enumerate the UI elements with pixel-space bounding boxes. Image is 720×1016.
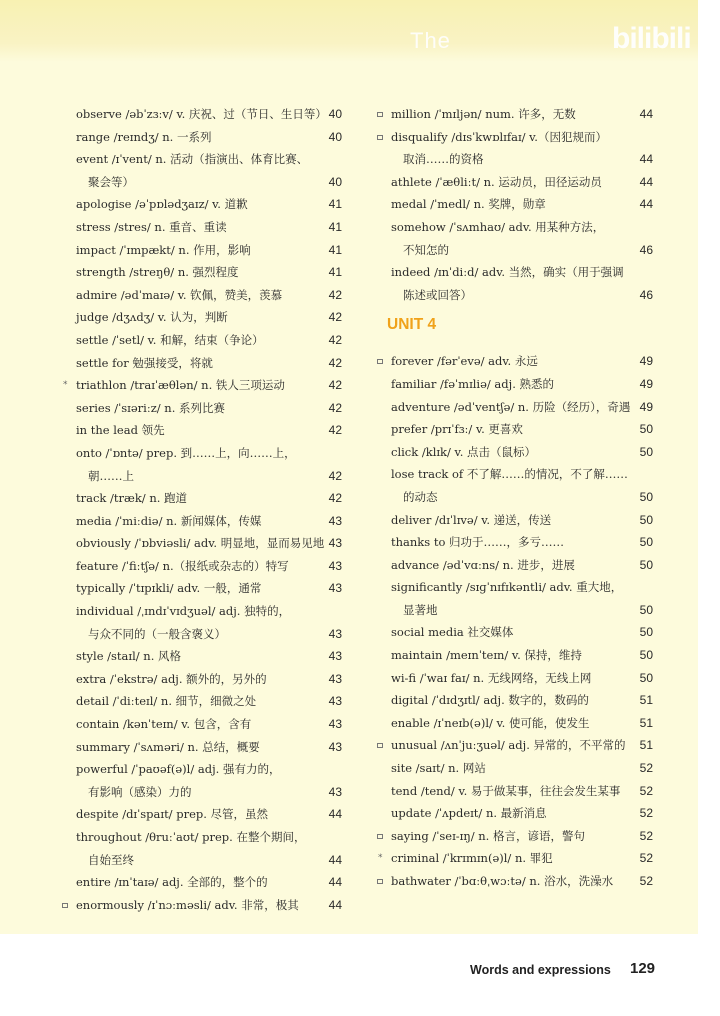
vocab-entry bbox=[377, 193, 655, 216]
vocab-entry-page: 51 bbox=[639, 693, 653, 708]
vocab-entry-text: wi-fi /ˈwaɪ faɪ/ n. 无线网络，无线上网 bbox=[391, 670, 592, 685]
vocab-entry-text: 不知怎的 bbox=[403, 242, 449, 257]
vocab-entry bbox=[377, 509, 655, 532]
vocab-entry-page: 42 bbox=[328, 378, 342, 393]
vocab-entry bbox=[377, 396, 655, 419]
vocab-entry-page: 42 bbox=[328, 491, 342, 506]
vocab-entry-page: 42 bbox=[328, 310, 342, 325]
vocab-entry bbox=[62, 126, 346, 149]
vocab-entry-text: forever /fərˈevə/ adv. 永远 bbox=[391, 354, 538, 369]
box-marker-icon bbox=[377, 743, 383, 748]
vocab-entry-text: detail /ˈdiːteɪl/ n. 细节，细微之处 bbox=[76, 694, 257, 709]
vocab-entry-page: 52 bbox=[639, 874, 653, 888]
vocab-entry bbox=[377, 486, 655, 509]
vocab-entry bbox=[377, 261, 655, 284]
vocab-entry bbox=[62, 397, 346, 420]
vocab-entry-page: 50 bbox=[639, 557, 653, 572]
vocab-entry bbox=[377, 350, 655, 373]
vocab-entry bbox=[377, 441, 655, 464]
vocab-entry-text: event /ɪˈvent/ n. 活动（指演出、体育比赛、 bbox=[76, 152, 309, 167]
vocab-entry-text: contain /kənˈteɪn/ v. 包含，含有 bbox=[76, 717, 252, 732]
vocab-entry bbox=[377, 802, 655, 825]
vocab-entry-page: 44 bbox=[639, 152, 653, 167]
vocab-entry-page: 51 bbox=[639, 738, 653, 753]
vocab-entry-text: site /saɪt/ n. 网站 bbox=[391, 761, 486, 776]
vocab-entry bbox=[62, 103, 346, 126]
vocab-entry bbox=[377, 644, 655, 667]
right-column-bottom bbox=[377, 350, 655, 892]
vocab-entry-text: onto /ˈɒntə/ prep. 到……上，向……上， bbox=[76, 445, 296, 460]
vocab-entry-text: observe /əbˈzɜːv/ v. 庆祝、过（节日、生日等） bbox=[76, 107, 327, 121]
vocab-entry-text: click /klɪk/ v. 点击（鼠标） bbox=[391, 444, 537, 459]
box-marker-icon bbox=[377, 135, 383, 140]
vocab-entry-text: individual /ˌɪndɪˈvɪdʒuəl/ adj. 独特的， bbox=[76, 604, 291, 619]
vocab-entry-page: 52 bbox=[639, 761, 653, 776]
vocab-entry-page: 43 bbox=[328, 513, 342, 528]
footer-page-number: 129 bbox=[630, 960, 656, 977]
unit-heading: UNIT 4 bbox=[387, 316, 437, 334]
vocab-entry-text: medal /ˈmedl/ n. 奖牌，勋章 bbox=[391, 197, 546, 212]
vocab-entry-page: 50 bbox=[639, 602, 653, 617]
vocab-entry bbox=[377, 847, 655, 870]
vocab-entry bbox=[62, 713, 346, 736]
vocab-entry-text: settle /ˈsetl/ v. 和解，结束（争论） bbox=[76, 332, 264, 347]
vocab-entry-page: 40 bbox=[328, 129, 342, 144]
vocab-entry-page: 41 bbox=[328, 265, 342, 280]
vocab-entry-text: 朝……上 bbox=[88, 468, 134, 483]
vocab-entry bbox=[62, 894, 346, 917]
header-band bbox=[0, 0, 698, 62]
vocab-entry bbox=[377, 621, 655, 644]
vocab-entry bbox=[62, 623, 346, 646]
vocab-entry-page: 41 bbox=[328, 219, 342, 234]
vocab-entry bbox=[377, 103, 655, 126]
vocab-entry bbox=[377, 531, 655, 554]
vocab-entry-text: impact /ˈɪmpækt/ n. 作用，影响 bbox=[76, 242, 251, 257]
box-marker-icon bbox=[377, 879, 383, 884]
vocab-entry bbox=[62, 306, 346, 329]
vocab-entry-text: settle for 勉强接受，将就 bbox=[76, 355, 213, 370]
vocab-entry-page: 50 bbox=[639, 512, 653, 527]
vocab-entry bbox=[377, 576, 655, 599]
vocab-entry-page: 50 bbox=[639, 489, 653, 504]
vocab-entry-page: 44 bbox=[328, 807, 342, 822]
vocab-entry-text: digital /ˈdɪdʒɪtl/ adj. 数字的，数码的 bbox=[391, 693, 589, 708]
vocab-entry bbox=[377, 126, 655, 149]
vocab-entry-text: enormously /ɪˈnɔːməsli/ adv. 非常，极其 bbox=[76, 897, 299, 912]
vocab-entry bbox=[62, 849, 346, 872]
vocab-entry-page: 43 bbox=[328, 694, 342, 709]
vocab-entry-page: 44 bbox=[639, 107, 653, 121]
vocab-entry bbox=[62, 803, 346, 826]
vocab-entry bbox=[62, 216, 346, 239]
vocab-entry bbox=[62, 577, 346, 600]
vocab-entry-text: social media 社交媒体 bbox=[391, 625, 514, 640]
vocab-entry-text: triathlon /traɪˈæθlən/ n. 铁人三项运动 bbox=[76, 378, 285, 393]
vocab-entry-text: 聚会等） bbox=[88, 174, 134, 189]
vocab-entry-text: saying /ˈseɪ-ɪŋ/ n. 格言，谚语，警句 bbox=[391, 828, 585, 843]
vocab-entry bbox=[377, 825, 655, 848]
vocab-entry-page: 50 bbox=[639, 535, 653, 550]
vocab-entry-page: 50 bbox=[639, 422, 653, 437]
vocab-entry-text: admire /ədˈmaɪə/ v. 钦佩，赞美，羡慕 bbox=[76, 287, 283, 302]
vocab-entry bbox=[377, 148, 655, 171]
vocab-entry bbox=[62, 239, 346, 262]
vocab-entry-text: significantly /sɪɡˈnɪfɪkəntli/ adv. 重大地， bbox=[391, 580, 623, 595]
vocab-entry-text: million /ˈmɪljən/ num. 许多，无数 bbox=[391, 107, 576, 121]
vocab-entry-text: familiar /fəˈmɪliə/ adj. 熟悉的 bbox=[391, 376, 555, 391]
vocab-entry bbox=[377, 689, 655, 712]
vocab-entry-page: 43 bbox=[328, 536, 342, 551]
vocab-entry-text: 显著地 bbox=[403, 602, 438, 617]
vocab-entry-page: 44 bbox=[328, 897, 342, 912]
vocab-entry-page: 43 bbox=[328, 649, 342, 664]
vocab-entry-text: obviously /ˈɒbviəsli/ adv. 明显地，显而易见地 bbox=[76, 536, 325, 551]
box-marker-icon bbox=[62, 903, 68, 908]
vocab-entry-text: style /staɪl/ n. 风格 bbox=[76, 649, 182, 664]
vocab-entry bbox=[377, 757, 655, 780]
vocab-entry-page: 42 bbox=[328, 287, 342, 302]
vocab-entry bbox=[62, 555, 346, 578]
vocab-entry-text: maintain /meɪnˈteɪn/ v. 保持，维持 bbox=[391, 648, 582, 663]
vocab-entry-page: 43 bbox=[328, 717, 342, 732]
vocab-entry-text: apologise /əˈpɒlədʒaɪz/ v. 道歉 bbox=[76, 197, 248, 212]
vocab-entry-text: in the lead 领先 bbox=[76, 423, 165, 438]
vocab-entry-text: 取消……的资格 bbox=[403, 152, 484, 167]
vocab-entry-text: indeed /ɪnˈdiːd/ adv. 当然，确实（用于强调 bbox=[391, 265, 624, 280]
vocab-entry-text: entire /ɪnˈtaɪə/ adj. 全部的，整个的 bbox=[76, 875, 268, 890]
vocab-entry-page: 51 bbox=[639, 715, 653, 730]
vocab-entry bbox=[62, 532, 346, 555]
vocab-entry-page: 42 bbox=[328, 355, 342, 370]
vocab-entry-page: 41 bbox=[328, 197, 342, 212]
page-edge bbox=[698, 0, 720, 934]
vocab-entry-page: 49 bbox=[639, 354, 653, 369]
vocab-entry bbox=[62, 419, 346, 442]
vocab-entry bbox=[62, 826, 346, 849]
vocab-entry-page: 40 bbox=[328, 174, 342, 189]
vocab-entry-text: series /ˈsɪəriːz/ n. 系列比赛 bbox=[76, 400, 226, 415]
vocab-entry-page: 41 bbox=[328, 242, 342, 257]
vocab-entry-text: feature /ˈfiːtʃə/ n.（报纸或杂志的）特写 bbox=[76, 558, 289, 573]
vocab-entry-text: stress /stres/ n. 重音、重读 bbox=[76, 219, 227, 234]
vocab-entry-page: 52 bbox=[639, 783, 653, 798]
star-marker-icon: * bbox=[378, 853, 383, 864]
vocab-entry-text: range /reɪndʒ/ n. 一系列 bbox=[76, 129, 212, 144]
vocab-entry-page: 43 bbox=[328, 671, 342, 686]
vocab-entry bbox=[377, 554, 655, 577]
vocab-entry-text: adventure /ədˈventʃə/ n. 历险（经历），奇遇 bbox=[391, 399, 631, 414]
vocab-entry-text: criminal /ˈkrɪmɪn(ə)l/ n. 罪犯 bbox=[391, 851, 553, 866]
vocab-entry-text: athlete /ˈæθliːt/ n. 运动员，田径运动员 bbox=[391, 174, 602, 189]
vocab-entry-text: enable /ɪˈneɪb(ə)l/ v. 使可能，使发生 bbox=[391, 715, 590, 730]
vocab-entry-page: 40 bbox=[328, 107, 342, 121]
vocab-entry-text: 有影响（感染）力的 bbox=[88, 784, 192, 799]
box-marker-icon bbox=[377, 834, 383, 839]
left-column bbox=[62, 103, 346, 916]
vocab-entry bbox=[62, 600, 346, 623]
vocab-entry-text: 的动态 bbox=[403, 489, 438, 504]
vocab-entry-page: 44 bbox=[328, 852, 342, 867]
vocab-entry-text: media /ˈmiːdiə/ n. 新闻媒体，传媒 bbox=[76, 513, 262, 528]
vocab-entry bbox=[377, 171, 655, 194]
vocab-entry-page: 43 bbox=[328, 784, 342, 799]
vocab-entry bbox=[62, 193, 346, 216]
vocab-entry bbox=[377, 870, 655, 893]
vocab-entry-text: bathwater /ˈbɑːθˌwɔːtə/ n. 浴水，洗澡水 bbox=[391, 874, 614, 888]
vocab-entry-page: 52 bbox=[639, 828, 653, 843]
vocab-entry-text: typically /ˈtɪpɪkli/ adv. 一般，通常 bbox=[76, 581, 262, 596]
vocab-entry-text: 自始至终 bbox=[88, 852, 134, 867]
vocab-entry-text: track /træk/ n. 跑道 bbox=[76, 491, 188, 506]
vocab-entry bbox=[377, 780, 655, 803]
vocab-entry-text: tend /tend/ v. 易于做某事，往往会发生某事 bbox=[391, 783, 621, 798]
bilibili-logo: bilibili bbox=[612, 22, 691, 55]
box-marker-icon bbox=[377, 112, 383, 117]
vocab-entry-text: lose track of 不了解……的情况，不了解…… bbox=[391, 467, 628, 482]
vocab-entry-page: 42 bbox=[328, 400, 342, 415]
vocab-entry-page: 50 bbox=[639, 625, 653, 640]
vocab-entry bbox=[377, 373, 655, 396]
star-marker-icon: * bbox=[63, 380, 68, 391]
vocab-entry bbox=[62, 352, 346, 375]
vocab-entry bbox=[62, 758, 346, 781]
vocab-entry-page: 52 bbox=[639, 851, 653, 866]
vocab-entry-text: despite /dɪˈspaɪt/ prep. 尽管，虽然 bbox=[76, 807, 269, 822]
vocab-entry-text: thanks to 归功于……，多亏…… bbox=[391, 535, 565, 550]
header-watermark: The bbox=[410, 28, 451, 53]
vocab-entry bbox=[62, 668, 346, 691]
vocab-entry-text: judge /dʒʌdʒ/ v. 认为，判断 bbox=[76, 310, 228, 325]
vocab-entry-page: 44 bbox=[639, 174, 653, 189]
vocab-entry-text: powerful /ˈpaʊəf(ə)l/ adj. 强有力的， bbox=[76, 762, 281, 777]
vocab-entry bbox=[62, 645, 346, 668]
vocab-entry-page: 43 bbox=[328, 581, 342, 596]
vocab-entry bbox=[62, 442, 346, 465]
footer-title: Words and expressions bbox=[470, 963, 611, 977]
vocab-entry bbox=[62, 465, 346, 488]
vocab-entry-text: throughout /θruːˈaʊt/ prep. 在整个期间， bbox=[76, 830, 306, 844]
vocab-entry bbox=[377, 712, 655, 735]
vocab-entry bbox=[62, 374, 346, 397]
vocab-entry bbox=[377, 667, 655, 690]
vocab-entry-page: 46 bbox=[639, 242, 653, 257]
vocab-entry-text: 与众不同的（一般含褒义） bbox=[88, 626, 226, 641]
box-marker-icon bbox=[377, 359, 383, 364]
vocab-entry bbox=[62, 690, 346, 713]
vocab-entry bbox=[62, 148, 346, 171]
vocab-entry bbox=[377, 734, 655, 757]
vocab-entry-text: somehow /ˈsʌmhaʊ/ adv. 用某种方法， bbox=[391, 219, 605, 234]
right-column-top bbox=[377, 103, 655, 306]
vocab-entry-page: 46 bbox=[639, 287, 653, 302]
vocab-entry-page: 49 bbox=[639, 399, 653, 414]
vocab-entry-text: strength /streŋθ/ n. 强烈程度 bbox=[76, 265, 239, 280]
vocab-entry-page: 49 bbox=[639, 376, 653, 391]
vocab-entry-text: disqualify /dɪsˈkwɒlɪfaɪ/ v.（因犯规而） bbox=[391, 129, 607, 144]
vocab-entry bbox=[62, 261, 346, 284]
vocab-entry-text: deliver /dɪˈlɪvə/ v. 递送，传送 bbox=[391, 512, 552, 527]
vocab-entry-text: unusual /ʌnˈjuːʒuəl/ adj. 异常的，不平常的 bbox=[391, 738, 626, 753]
vocab-entry bbox=[377, 284, 655, 307]
vocab-entry-page: 42 bbox=[328, 332, 342, 347]
vocab-entry bbox=[62, 510, 346, 533]
vocab-entry bbox=[62, 329, 346, 352]
vocab-entry-page: 44 bbox=[639, 197, 653, 212]
vocab-entry-text: summary /ˈsʌməri/ n. 总结，概要 bbox=[76, 739, 260, 754]
vocab-entry-page: 42 bbox=[328, 468, 342, 483]
vocab-entry bbox=[62, 487, 346, 510]
vocab-entry bbox=[62, 781, 346, 804]
vocab-entry-page: 52 bbox=[639, 806, 653, 821]
vocab-entry-page: 50 bbox=[639, 648, 653, 663]
vocab-entry-page: 43 bbox=[328, 739, 342, 754]
vocab-entry-page: 50 bbox=[639, 670, 653, 685]
vocab-entry-text: extra /ˈekstrə/ adj. 额外的，另外的 bbox=[76, 671, 267, 686]
vocab-entry bbox=[62, 284, 346, 307]
unit-heading-block bbox=[377, 306, 655, 350]
vocab-entry bbox=[377, 216, 655, 239]
vocab-entry-page: 42 bbox=[328, 423, 342, 438]
vocab-entry bbox=[377, 463, 655, 486]
vocab-entry-page: 44 bbox=[328, 875, 342, 890]
vocab-entry bbox=[377, 418, 655, 441]
vocab-entry bbox=[62, 736, 346, 759]
right-column bbox=[377, 103, 655, 893]
vocab-entry bbox=[377, 239, 655, 262]
vocab-entry bbox=[62, 871, 346, 894]
vocab-entry-page: 43 bbox=[328, 558, 342, 573]
vocab-entry-page: 43 bbox=[328, 626, 342, 641]
vocab-entry bbox=[377, 599, 655, 622]
vocab-entry-text: 陈述或回答） bbox=[403, 287, 472, 302]
vocab-entry-page: 50 bbox=[639, 444, 653, 459]
vocab-entry-text: update /ˈʌpdeɪt/ n. 最新消息 bbox=[391, 806, 547, 821]
vocab-entry bbox=[62, 171, 346, 194]
vocab-entry-text: prefer /prɪˈfɜː/ v. 更喜欢 bbox=[391, 422, 523, 437]
vocab-entry-text: advance /ədˈvɑːns/ n. 进步，进展 bbox=[391, 557, 575, 572]
